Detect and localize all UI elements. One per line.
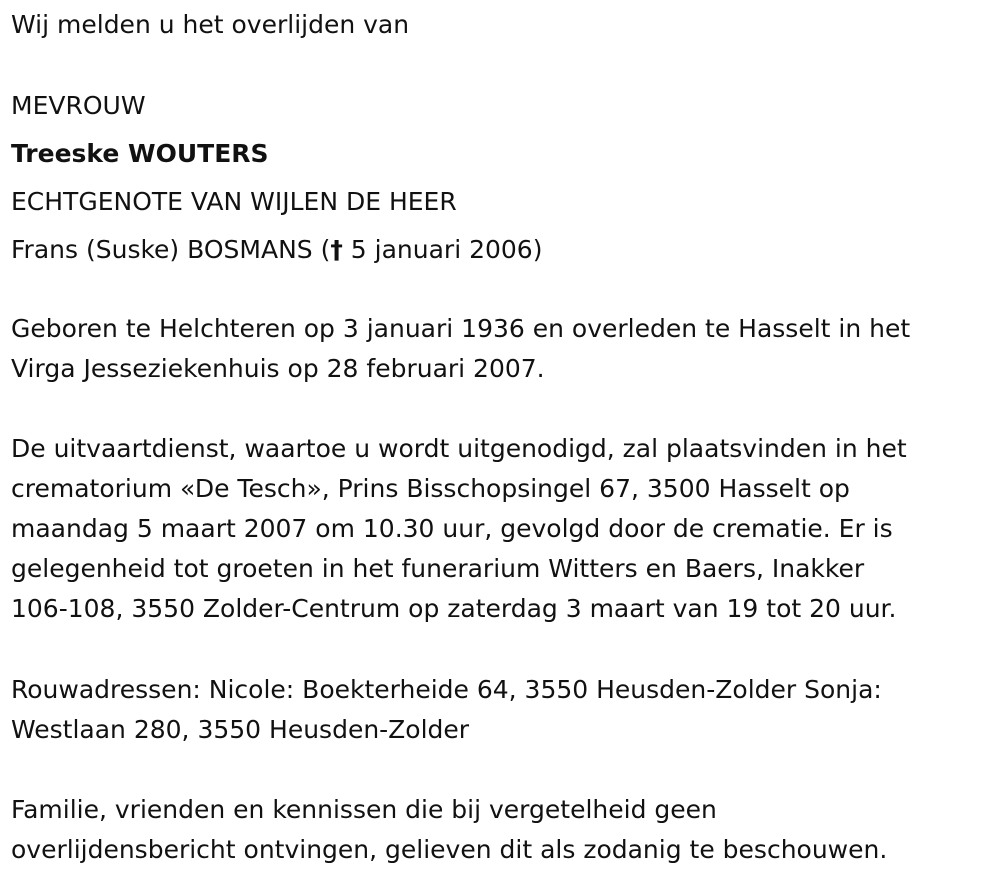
- paragraph-line: gelegenheid tot groeten in het funerarium Witters en Baers, Inakker: [11, 554, 865, 583]
- paragraph-line: Westlaan 280, 3550 Heusden-Zolder: [11, 715, 470, 744]
- spouse-label: ECHTGENOTE VAN WIJLEN DE HEER: [11, 187, 457, 216]
- paragraph-line: Geboren te Helchteren op 3 januari 1936 en overleden te Hasselt in het: [11, 314, 911, 343]
- paragraph-line: De uitvaartdienst, waartoe u wordt uitgenodigd, zal plaatsvinden in het: [11, 434, 907, 463]
- closing-paragraph: [11, 790, 887, 870]
- deceased-name: Treeske WOUTERS: [11, 139, 269, 168]
- addresses-paragraph: [11, 670, 882, 750]
- paragraph-line: overlijdensbericht ontvingen, gelieven dit als zodanig te beschouwen.: [11, 835, 888, 864]
- spouse-name: Frans (Suske) BOSMANS (: [11, 235, 331, 264]
- title-text: MEVROUW: [11, 91, 146, 120]
- paragraph-line: 106-108, 3550 Zolder-Centrum op zaterdag 3 maart van 19 tot 20 uur.: [11, 594, 897, 623]
- spouse-death-date: 5 januari 2006): [342, 235, 543, 264]
- birth-death-paragraph: [11, 309, 910, 389]
- paragraph-line: Rouwadressen: Nicole: Boekterheide 64, 3550 Heusden-Zolder Sonja:: [11, 675, 882, 704]
- service-paragraph: [11, 429, 907, 629]
- spouse-line: [11, 226, 542, 274]
- paragraph-line: crematorium «De Tesch», Prins Bisschopsingel 67, 3500 Hasselt op: [11, 474, 850, 503]
- paragraph-line: maandag 5 maart 2007 om 10.30 uur, gevolgd door de crematie. Er is: [11, 514, 893, 543]
- paragraph-line: Familie, vrienden en kennissen die bij vergetelheid geen: [11, 795, 717, 824]
- paragraph-line: Virga Jesseziekenhuis op 28 februari 2007.: [11, 354, 545, 383]
- intro-text: Wij melden u het overlijden van: [11, 10, 410, 39]
- cross-icon: †: [330, 235, 343, 264]
